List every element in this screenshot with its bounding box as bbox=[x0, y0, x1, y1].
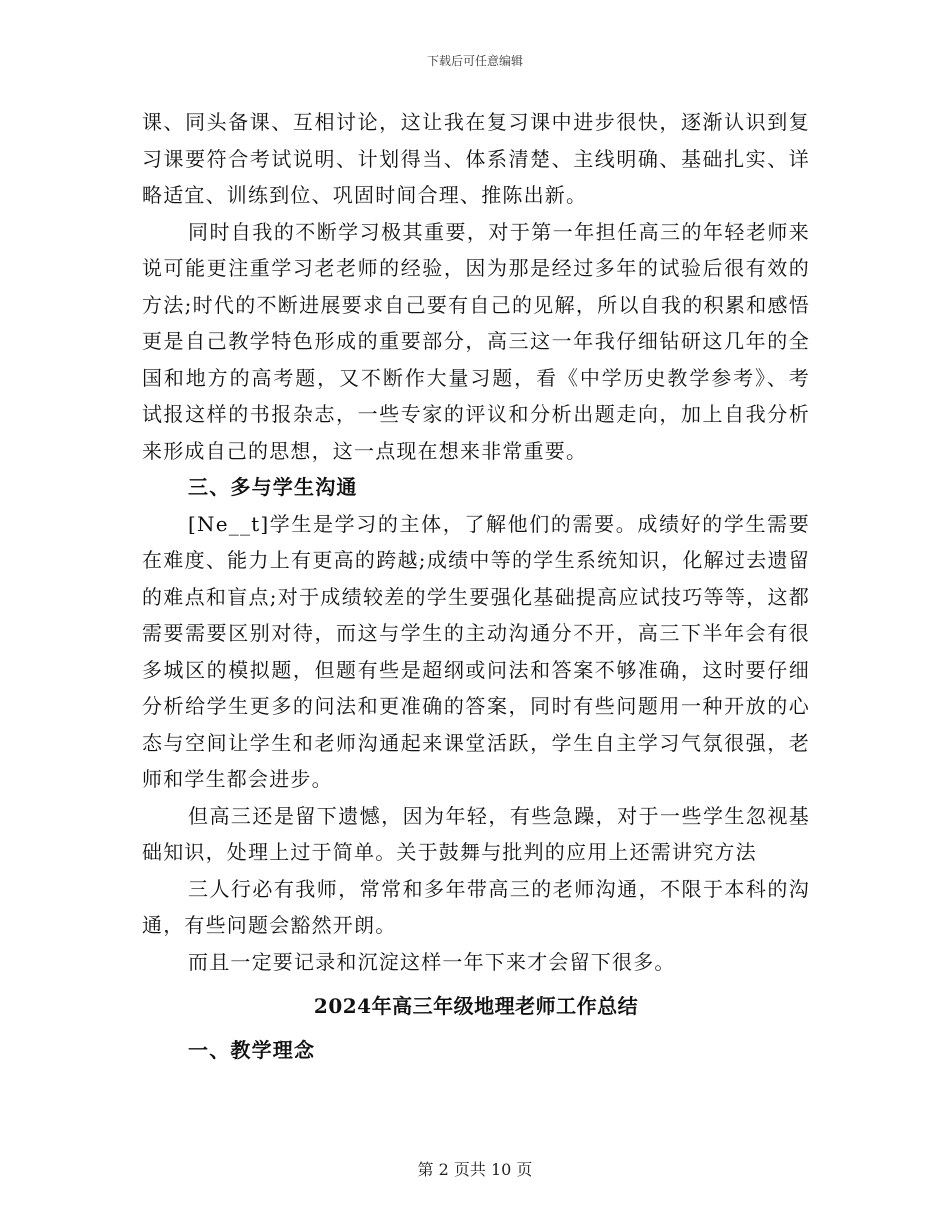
section-heading-teaching-concept: 一、教学理念 bbox=[188, 1038, 316, 1062]
header-note: 下载后可任意编辑 bbox=[426, 54, 523, 68]
page-number: 第 2 页共 10 页 bbox=[417, 1160, 533, 1179]
paragraph-review-class: 课、同头备课、互相讨论，这让我在复习课中进步很快，逐渐认识到复习课要符合考试说明、计划得当、体系清楚、主线明确、基础扎实、详略适宜、训练到位、巩固时间合理、推陈出新。 bbox=[142, 110, 810, 207]
section-heading-communicate: 三、多与学生沟通 bbox=[188, 475, 358, 499]
document-title: 2024年高三年级地理老师工作总结 bbox=[313, 994, 639, 1018]
paragraph-regret: 但高三还是留下遗憾，因为年轻，有些急躁，对于一些学生忽视基础知识，处理上过于简单。关于鼓舞与批判的应用上还需讲究方法 bbox=[142, 803, 810, 864]
paragraph-students: [Ne__t]学生是学习的主体，了解他们的需要。成绩好的学生需要在难度、能力上有更高的跨越;成绩中等的学生系统知识，化解过去遗留的难点和盲点;对于成绩较差的学生要强化基础提高应试技巧等等，这都需要需要区别对待，而这与学生的主动沟通分不开，高三下半年会有很多城区的模拟题，但题有些是超纲或问法和答案不够准确，这时要仔细分析给学生更多的问法和更准确的答案，同时有些问题用一种开放的心态与空间让学生和老师沟通起来课堂活跃，学生自主学习气氛很强，老师和学生都会进步。 bbox=[142, 511, 810, 791]
paragraph-self-study: 同时自我的不断学习极其重要，对于第一年担任高三的年轻老师来说可能更注重学习老老师的经验，因为那是经过多年的试验后很有效的方法;时代的不断进展要求自己要有自己的见解，所以自我的积累和感悟更是自己教学特色形成的重要部分，高三这一年我仔细钻研这几年的全国和地方的高考题，又不断作大量习题，看《中学历史教学参考》、考试报这样的书报杂志，一些专家的评议和分析出题走向，加上自我分析来形成自己的思想，这一点现在想来非常重要。 bbox=[142, 219, 810, 463]
paragraph-teachers: 三人行必有我师，常常和多年带高三的老师沟通，不限于本科的沟通，有些问题会豁然开朗。 bbox=[142, 876, 810, 937]
document-body bbox=[142, 104, 810, 1069]
paragraph-record: 而且一定要记录和沉淀这样一年下来才会留下很多。 bbox=[188, 949, 676, 974]
